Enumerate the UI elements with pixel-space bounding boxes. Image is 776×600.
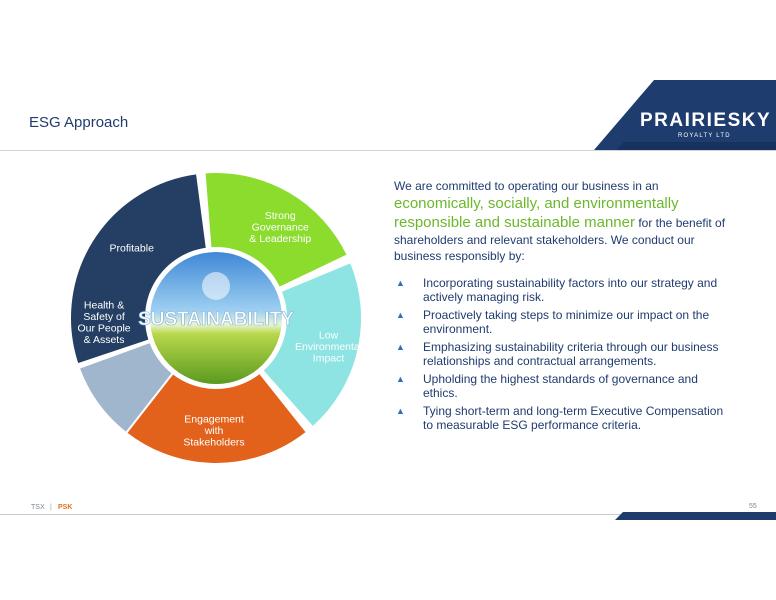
wheel-segment-label: Low [318,329,339,342]
center-label: SUSTAINABILITY [138,309,294,330]
company-logo: PRAIRIESKY [640,110,772,131]
page-number: 55 [749,503,757,510]
caret-up-icon: ▲ [396,342,405,352]
wheel-segment-label: Strong [264,209,296,222]
wheel-segment-label: Profitable [109,242,154,255]
caret-up-icon: ▲ [396,278,405,288]
sustainability-wheel [66,168,366,468]
caret-up-icon: ▲ [396,406,405,416]
list-item [394,340,724,368]
wheel-segment-label: Safety of [83,311,125,324]
list-item-text: Emphasizing sustainability criteria through our business relationships and contractual arrangements. [423,340,719,368]
list-item [394,404,724,432]
ticker-label: PSK [58,504,73,511]
wheel-segment-label: Environmental [294,341,363,354]
wheel-segment-label: Impact [312,352,345,365]
wheel-segment-label: & Leadership [249,232,312,245]
company-logo-subtitle: ROYALTY LTD [678,133,731,139]
list-item-text: Tying short-term and long-term Executive Compensation to measurable ESG performance criteria. [423,404,724,432]
list-item [394,372,724,400]
exchange-label: TSX [31,504,45,511]
intro-text-start: We are committed to operating our business in an [394,179,659,193]
wheel-segment-label: Governance [251,221,309,234]
list-item-text: Proactively taking steps to minimize our impact on the environment. [423,308,710,336]
slide-title: ESG Approach [29,114,129,131]
wheel-segment-label: Health & [83,299,125,312]
footer-separator: | [50,504,52,511]
caret-up-icon: ▲ [396,374,405,384]
list-item [394,276,724,304]
list-item-text: Upholding the highest standards of governance and ethics. [423,372,698,400]
wheel-segment-label: & Assets [83,334,125,347]
commitment-list [394,276,724,436]
list-item [394,308,724,336]
intro-paragraph [394,178,734,264]
footer-accent-band [615,512,776,520]
header-divider [0,150,776,151]
wheel-segment-label: with [204,424,224,437]
wheel-segment-label: Our People [77,322,131,335]
wheel-segment-label: Stakeholders [183,436,245,449]
intro-highlight: economically, socially, and environmentally responsible and sustainable manner [394,195,679,231]
list-item-text: Incorporating sustainability factors into our strategy and actively managing risk. [423,276,718,304]
caret-up-icon: ▲ [396,310,405,320]
wheel-segment-label: Engagement [184,413,244,426]
intro-text-end: for the benefit of shareholders and relevant stakeholders. We conduct our business responsibly by: [394,216,726,263]
